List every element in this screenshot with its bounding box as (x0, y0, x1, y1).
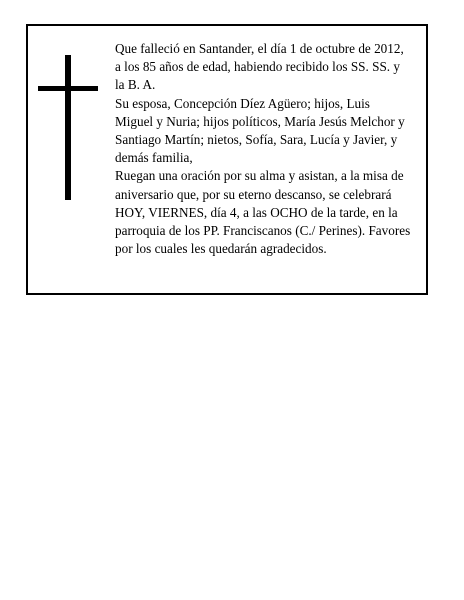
notice-line: parroquia de los PP. Franciscanos (C./ Perines). Favores (115, 223, 411, 239)
notice-line: Santiago Martín; nietos, Sofía, Sara, Lucía y Javier, y (115, 132, 398, 148)
notice-line: Ruegan una oración por su alma y asistan, a la misa de (115, 168, 404, 184)
notice-line: Su esposa, Concepción Díez Agüero; hijos, Luis (115, 95, 370, 111)
notice-line: por los cuales les quedarán agradecidos. (115, 241, 327, 257)
cross-horizontal-bar (38, 86, 98, 91)
notice-text (115, 40, 421, 258)
cross-icon (38, 55, 98, 200)
notice-line: Que falleció en Santander, el día 1 de octubre de 2012, (115, 41, 404, 56)
obituary-notice (26, 24, 428, 295)
notice-line: la B. A. (115, 77, 156, 93)
notice-line: Miguel y Nuria; hijos políticos, María Jesús Melchor y (115, 113, 405, 129)
notice-line: HOY, VIERNES, día 4, a las OCHO de la tarde, en la (115, 204, 398, 220)
notice-line: demás familia, (115, 150, 193, 166)
cross-vertical-bar (65, 55, 71, 200)
notice-line: a los 85 años de edad, habiendo recibido los SS. SS. y (115, 59, 400, 75)
notice-line: aniversario que, por su eterno descanso, se celebrará (115, 186, 392, 202)
